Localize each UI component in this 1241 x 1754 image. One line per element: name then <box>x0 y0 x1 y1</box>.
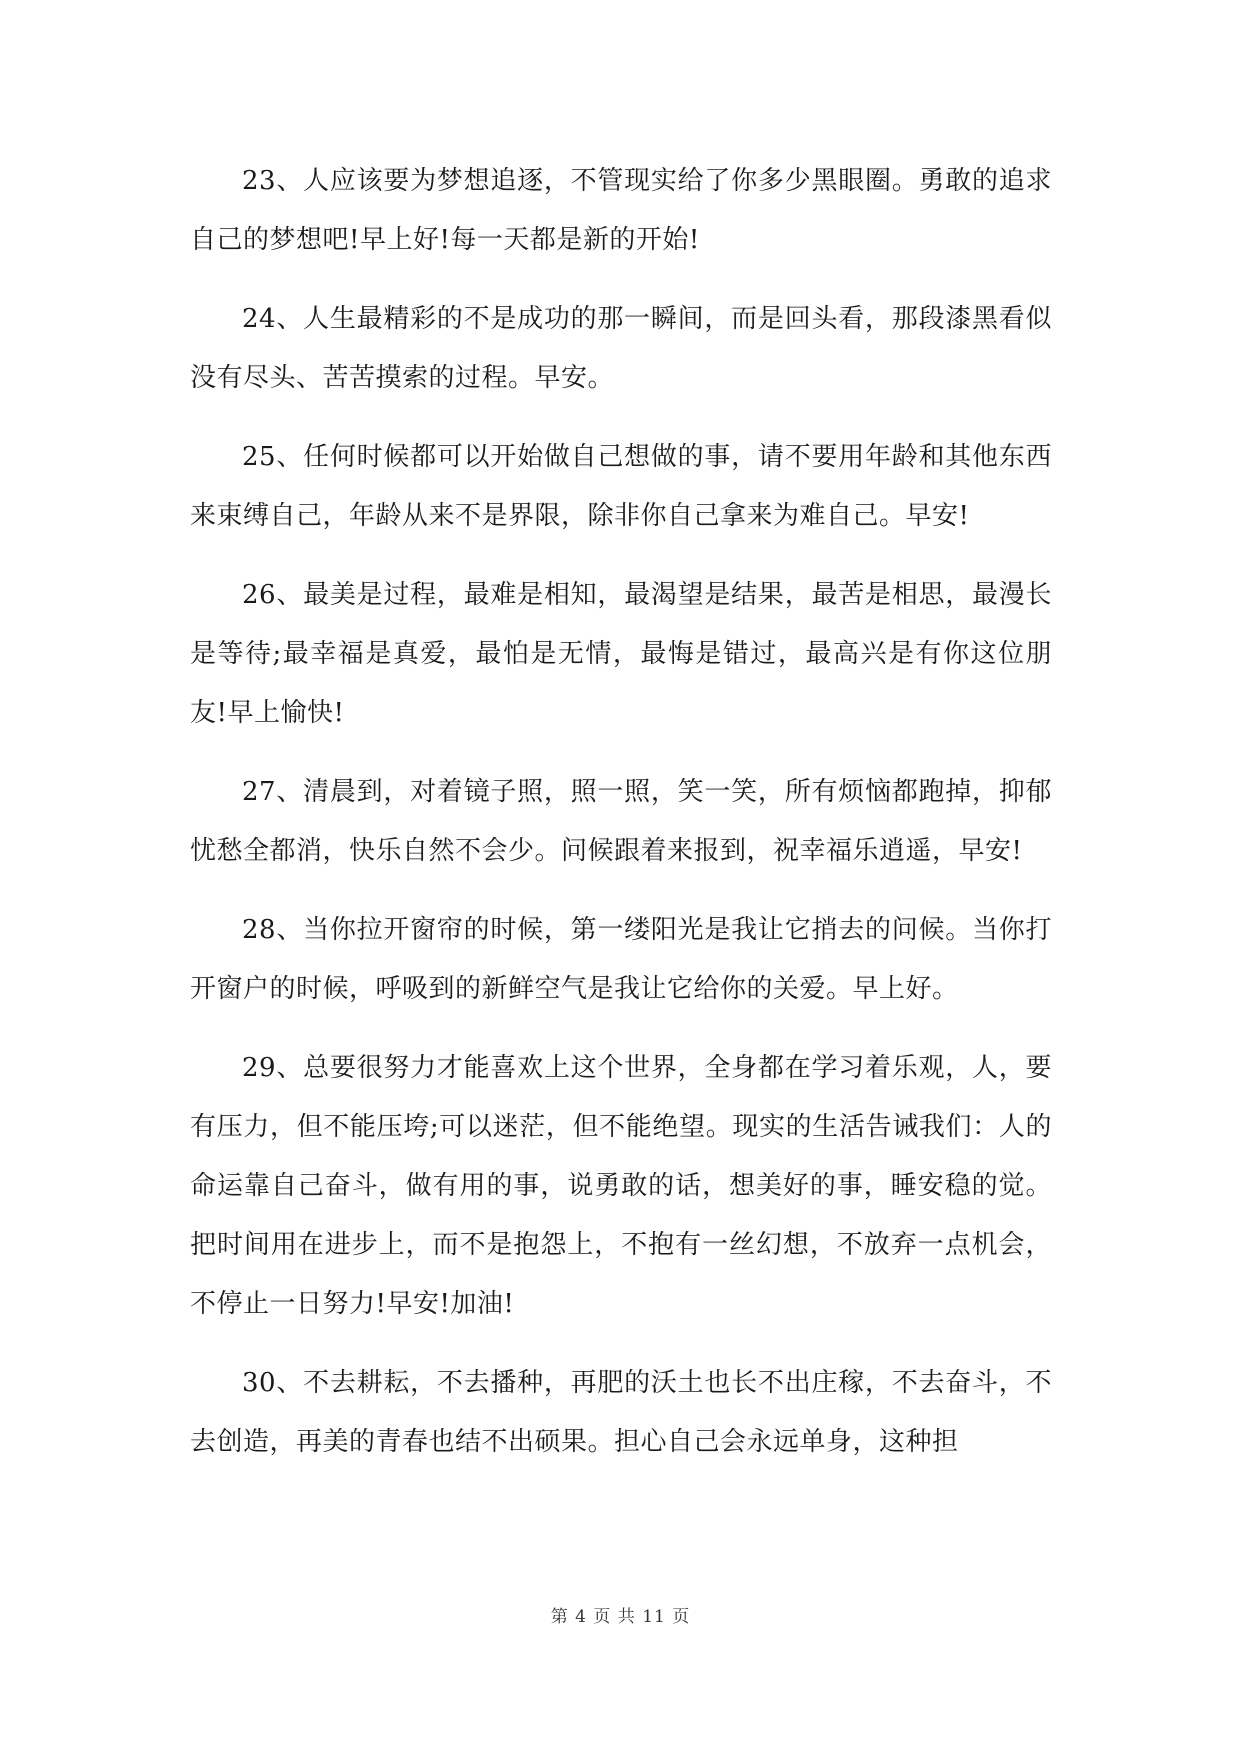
paragraph-30: 30、不去耕耘，不去播种，再肥的沃土也长不出庄稼，不去奋斗，不去创造，再美的青春也结不出硕果。担心自己会永远单身，这种担 <box>190 1368 1052 1457</box>
paragraph-29: 29、总要很努力才能喜欢上这个世界，全身都在学习着乐观，人，要有压力，但不能压垮;可以迷茫，但不能绝望。现实的生活告诫我们：人的命运靠自己奋斗，做有用的事，说勇敢的话，想美好的事，睡安稳的觉。把时间用在进步上，而不是抱怨上，不抱有一丝幻想，不放弃一点机会，不停止一日努力!早安!加油! <box>190 1053 1052 1319</box>
page-number-footer: 第 4 页 共 11 页 <box>550 1607 691 1627</box>
paragraph-23: 23、人应该要为梦想追逐，不管现实给了你多少黑眼圈。勇敢的追求自己的梦想吧!早上好!每一天都是新的开始! <box>190 166 1052 255</box>
paragraph-27: 27、清晨到，对着镜子照，照一照，笑一笑，所有烦恼都跑掉，抑郁忧愁全都消，快乐自然不会少。问候跟着来报到，祝幸福乐逍遥，早安! <box>190 777 1052 866</box>
paragraph-25: 25、任何时候都可以开始做自己想做的事，请不要用年龄和其他东西来束缚自己，年龄从来不是界限，除非你自己拿来为难自己。早安! <box>190 442 1052 531</box>
paragraph-24: 24、人生最精彩的不是成功的那一瞬间，而是回头看，那段漆黑看似没有尽头、苦苦摸索的过程。早安。 <box>190 304 1052 393</box>
paragraph-26: 26、最美是过程，最难是相知，最渴望是结果，最苦是相思，最漫长是等待;最幸福是真爱，最怕是无情，最悔是错过，最高兴是有你这位朋友!早上愉快! <box>190 580 1052 728</box>
document-body <box>190 152 1052 1492</box>
paragraph-28: 28、当你拉开窗帘的时候，第一缕阳光是我让它捎去的问候。当你打开窗户的时候，呼吸到的新鲜空气是我让它给你的关爱。早上好。 <box>190 915 1052 1004</box>
